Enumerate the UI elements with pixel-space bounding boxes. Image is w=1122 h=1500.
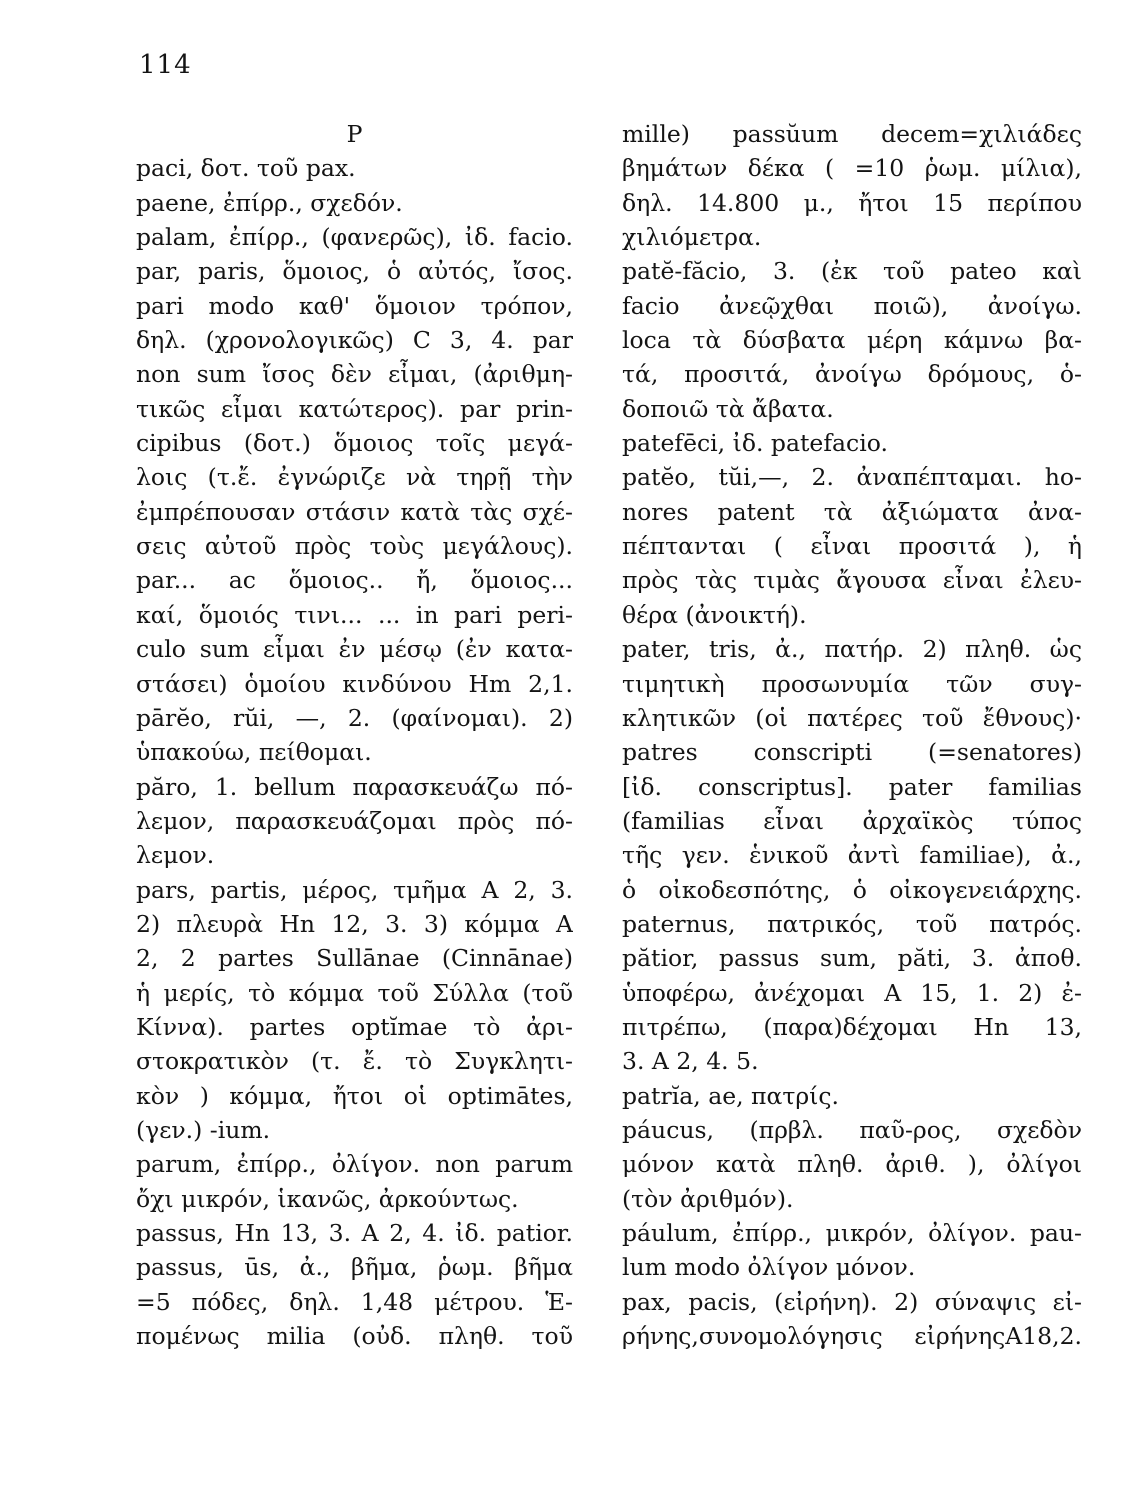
left-column-line: ὄχι μικρόν, ἱκανῶς, ἀρκούντως. [136, 1184, 519, 1213]
left-column-line: Κίννα). partes optĭmae τὸ ἀρι- [136, 1012, 573, 1041]
right-column-line: 3. A 2, 4. 5. [622, 1047, 759, 1076]
left-column-line: passus, Hn 13, 3. A 2, 4. ἰδ. patior. [136, 1219, 573, 1247]
left-column-line: par, paris, ὅμοιος, ὁ αὐτός, ἴσος. [136, 257, 573, 286]
right-column-line: πέπτανται ( εἶναι προσιτά ), ἡ [622, 532, 1082, 561]
right-column-line: (τὸν ἀριθμόν). [622, 1184, 794, 1213]
left-column-line: pārĕo, rŭi, —, 2. (φαίνομαι). 2) [136, 703, 573, 732]
left-column-line: paci, δοτ. τοῦ pax. [136, 154, 356, 183]
right-column-line: τά, προσιτά, ἀνοίγω δρόμους, ὁ- [622, 360, 1082, 389]
right-column-line: κλητικῶν (οἱ πατέρες τοῦ ἔθνους)· [622, 703, 1082, 732]
left-column-line: λεμον. [136, 841, 215, 870]
left-column-line: στάσει) ὁμοίου κινδύνου Hm 2,1. [136, 669, 573, 698]
left-column-line: culo sum εἶμαι ἐν μέσῳ (ἐν κατα- [136, 635, 573, 664]
right-column [622, 117, 1082, 1353]
right-column-line: patrĭa, ae, πατρίς. [622, 1081, 840, 1110]
right-column-line: patres conscripti (=senatores) [622, 738, 1082, 767]
left-column-line: parum, ἐπίρρ., ὀλίγον. non parum [136, 1150, 573, 1179]
right-column-line: paternus, πατρικός, τοῦ πατρός. [622, 909, 1082, 938]
right-column-line: τιμητικὴ προσωνυμία τῶν συγ- [622, 669, 1082, 698]
left-column-line: στοκρατικὸν (τ. ἔ. τὸ Συγκλητι- [136, 1047, 573, 1076]
left-column-line: πομένως milia (οὐδ. πληθ. τοῦ [136, 1322, 573, 1351]
right-column-line: [ἰδ. conscriptus]. pater familias [622, 772, 1082, 801]
right-column-line: θέρα (ἀνοικτή). [622, 600, 807, 629]
left-column-line: par... ac ὅμοιος.. ἤ, ὅμοιος... [136, 566, 573, 595]
right-column-line: ὁ οἰκοδεσπότης, ὁ οἰκογενειάρχης. [622, 875, 1082, 904]
right-column-line: πρὸς τὰς τιμὰς ἄγουσα εἶναι ἐλευ- [622, 566, 1082, 595]
right-column-line: nores patent τὰ ἀξιώματα ἀνα- [622, 497, 1082, 526]
left-column-line: (γεν.) -ium. [136, 1115, 271, 1144]
right-column-line: pater, tris, ἀ., πατήρ. 2) πληθ. ὡς [622, 635, 1082, 664]
right-column-line: τῆς γεν. ἑνικοῦ ἀντὶ familiae), ἀ., [622, 841, 1082, 870]
right-column-line: páucus, (πρβλ. παῦ-ρος, σχεδὸν [622, 1115, 1082, 1144]
left-column-line: cipibus (δοτ.) ὅμοιος τοῖς μεγά- [136, 429, 573, 458]
left-column-line: δηλ. (χρονολογικῶς) C 3, 4. par [136, 326, 573, 355]
right-column-line: lum modo ὀλίγον μόνον. [622, 1253, 916, 1282]
left-column-line: 2) πλευρὰ Hn 12, 3. 3) κόμμα A [136, 909, 573, 938]
left-column-line: palam, ἐπίρρ., (φανερῶς), ἰδ. facio. [136, 223, 573, 252]
left-column-line: =5 πόδες, δηλ. 1,48 μέτρου. Ἑ- [136, 1287, 573, 1316]
right-column-line: patĕo, tŭi,—, 2. ἀναπέπταμαι. ho- [622, 463, 1082, 492]
left-column-line: pars, partis, μέρος, τμῆμα A 2, 3. [136, 875, 573, 904]
left-column-line: non sum ἴσος δὲν εἶμαι, (ἀριθμη- [136, 360, 573, 389]
right-column-line: facio ἀνεῷχθαι ποιῶ), ἀνοίγω. [622, 291, 1082, 320]
right-column-line: loca τὰ δύσβατα μέρη κάμνω βα- [622, 326, 1082, 355]
left-column-line: ὑπακούω, πείθομαι. [136, 738, 372, 767]
right-column-line: pax, pacis, (εἰρήνη). 2) σύναψις εἰ- [622, 1287, 1082, 1316]
right-column-line: patefēci, ἰδ. patefacio. [622, 429, 888, 458]
right-column-line: ρήνης,συνομολόγησις εἰρήνηςA18,2. [622, 1322, 1082, 1351]
right-column-line: mille) passŭum decem=χιλιάδες [622, 120, 1082, 148]
left-column-line: τικῶς εἶμαι κατώτερος). par prin- [136, 394, 573, 423]
left-column-line: paene, ἐπίρρ., σχεδόν. [136, 188, 403, 217]
page-number: 114 [139, 50, 192, 80]
right-column-line: πιτρέπω, (παρα)δέχομαι Hn 13, [622, 1012, 1082, 1041]
left-column-line: σεις αὐτοῦ πρὸς τοὺς μεγάλους). [136, 532, 573, 561]
left-column-line: λοις (τ.ἔ. ἐγνώριζε νὰ τηρῇ τὴν [136, 463, 573, 492]
left-column-line: κὸν ) κόμμα, ἤτοι οἱ optimātes, [136, 1081, 573, 1110]
right-column-line: μόνον κατὰ πληθ. ἀριθ. ), ὀλίγοι [622, 1150, 1082, 1179]
left-column-line: păro, 1. bellum παρασκευάζω πό- [136, 772, 573, 801]
left-column-line: καί, ὅμοιός τινι... ... in pari peri- [136, 600, 573, 629]
left-column-line: 2, 2 partes Sullānae (Cinnānae) [136, 944, 573, 973]
right-column-line: δηλ. 14.800 μ., ἤτοι 15 περίπου [622, 188, 1082, 217]
right-column-line: χιλιόμετρα. [622, 223, 762, 252]
right-column-line: páulum, ἐπίρρ., μικρόν, ὀλίγον. pau- [622, 1219, 1082, 1247]
left-column [136, 117, 573, 1353]
left-column-line: λεμον, παρασκευάζομαι πρὸς πό- [136, 806, 573, 835]
right-column-line: patĕ-făcio, 3. (ἐκ τοῦ pateo καὶ [622, 257, 1082, 286]
right-column-line: pătior, passus sum, păti, 3. ἀποθ. [622, 944, 1082, 973]
right-column-line: δοποιῶ τὰ ἄβατα. [622, 394, 834, 423]
right-column-line: ὑποφέρω, ἀνέχομαι A 15, 1. 2) ἐ- [622, 978, 1082, 1007]
right-column-line: (familias εἶναι ἀρχαϊκὸς τύπος [622, 806, 1082, 835]
left-column-line: ἡ μερίς, τὸ κόμμα τοῦ Σύλλα (τοῦ [136, 978, 573, 1007]
left-column-line: passus, ūs, ἀ., βῆμα, ῥωμ. βῆμα [136, 1253, 573, 1282]
right-column-line: βημάτων δέκα ( =10 ῥωμ. μίλια), [622, 154, 1082, 183]
left-column-line: P [346, 120, 363, 148]
left-column-line: pari modo καθ' ὅμοιον τρόπον, [136, 291, 573, 320]
left-column-line: ἐμπρέπουσαν στάσιν κατὰ τὰς σχέ- [136, 497, 573, 526]
